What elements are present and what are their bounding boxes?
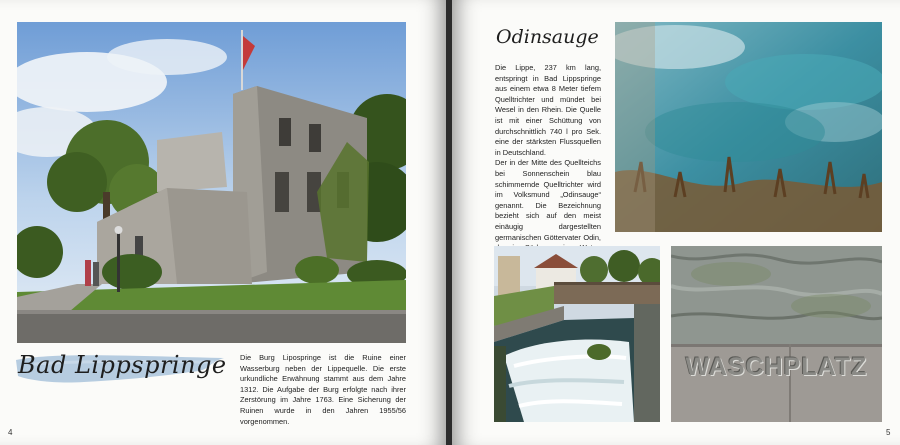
right-page-text [495,63,601,264]
castle-ruin-photo [17,22,406,343]
page-number-left: 4 [8,428,13,437]
waterfall-image [494,246,660,422]
waschplatz-sign-photo [671,246,882,422]
right-paragraph-1: Die Lippe, 237 km lang, entspringt in Bad Lippspringe aus einem etwa 8 Meter tiefem Quelltrichter und mündet bei Wesel in den Rhein. Die Quelle ist mit einer Schüttung von durchschnittlich 740 l pro Sek. eine der stärksten Flussquellen in Deutschland. [495,63,601,157]
waschplatz-engraving: WASCHPLATZ [685,352,868,381]
left-page [0,0,446,445]
spring-pool-image [615,22,882,232]
left-title-area [14,346,226,388]
right-page-title: Odinsauge [496,26,599,48]
spring-pool-photo [615,22,882,232]
right-page [452,0,900,445]
castle-ruin-image [17,22,406,343]
waterfall-photo [494,246,660,422]
page-number-right: 5 [886,428,891,437]
right-paragraph-2: Der in der Mitte des Quellteichs bei Sonnenschein blau schimmernde Quelltrichter wird im Volksmund „Odinsauge“ genannt. Die Bezeichnung bezieht sich auf den meist einäugig dargestellten germanischen Göttervater Odin, [495,158,601,242]
left-page-title: Bad Lippspringe [18,351,227,379]
left-page-text: Die Burg Lipospringe ist die Ruine einer Wasserburg neben der Lippequelle. Die erste urkundliche Erwähnung stammt aus dem Jahre 1312. Die Aufgabe der Burg erfolgte nach ihrer Zerstörung im Jahre 1763. Eine Sicherung der Ruinen wurde in den Jahren 1955/56 vorgenommen. [240,353,406,426]
stone-wall-image [671,246,882,422]
